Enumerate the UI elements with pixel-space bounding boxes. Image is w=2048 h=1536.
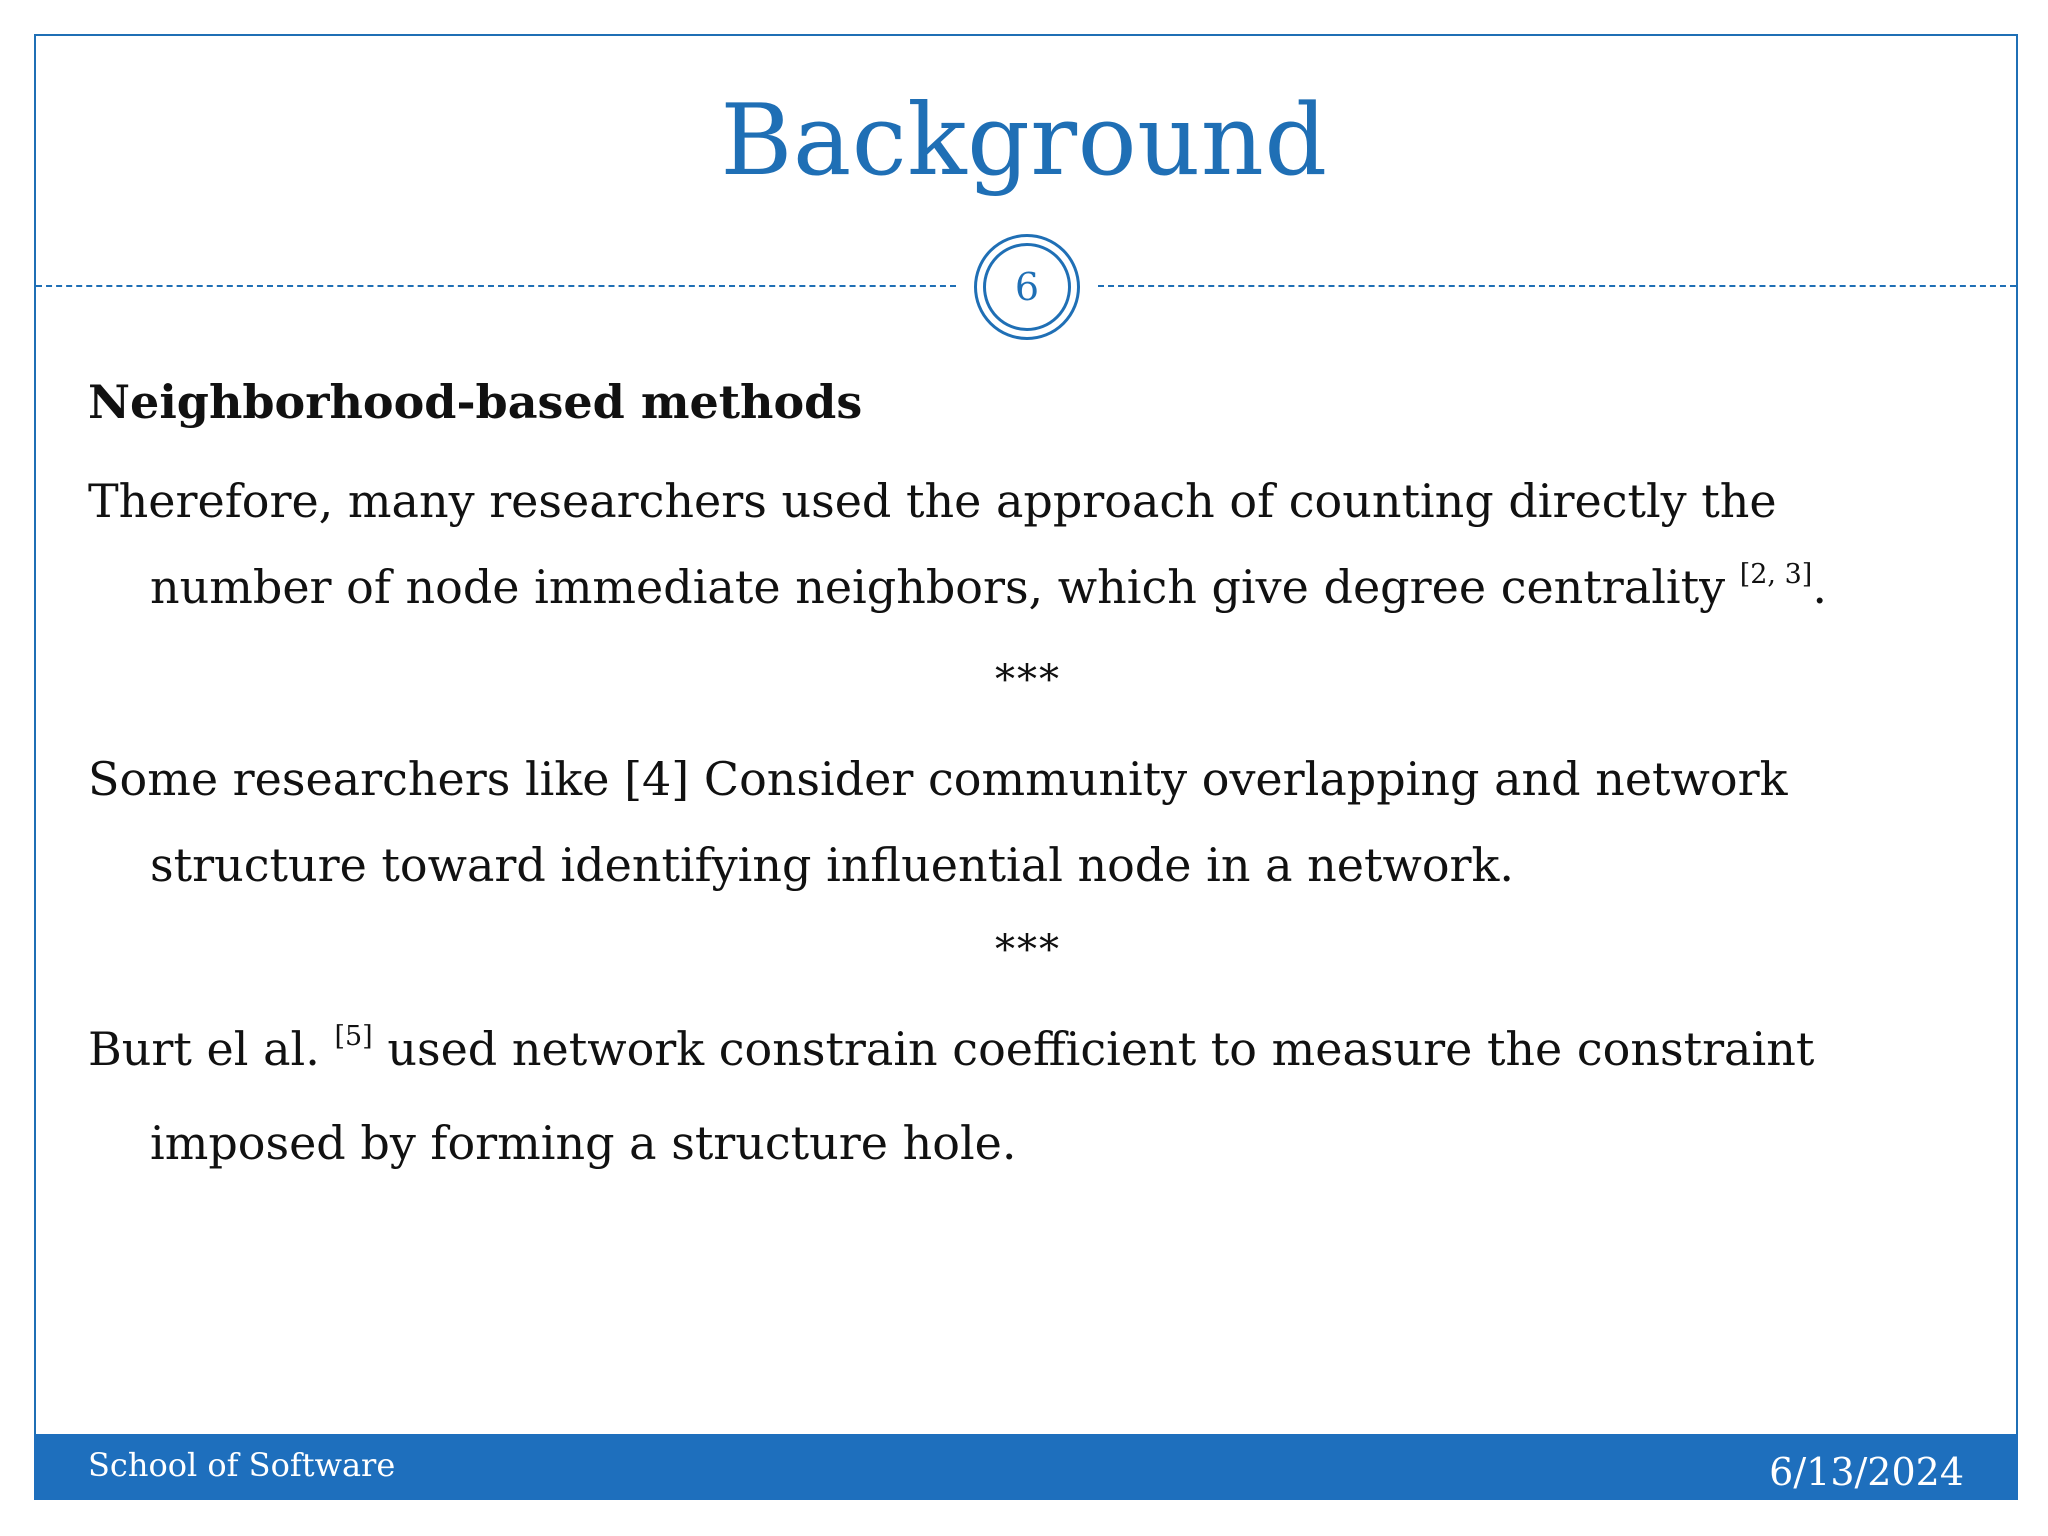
paragraph-start: Burt el al. <box>88 1022 335 1076</box>
footer-date: 6/13/2024 <box>1769 1450 1964 1494</box>
paragraph-text: Therefore, many researchers used the approach of counting directly the number of node immediate neighbors, which give degree centrality <box>88 474 1777 614</box>
title-divider-left <box>36 285 956 287</box>
title-divider-right <box>1098 285 2016 287</box>
footer-school-name: School of Software <box>88 1446 396 1484</box>
paragraph-degree-centrality <box>88 458 1968 638</box>
page-number: 6 <box>983 243 1071 331</box>
paragraph-text: Some researchers like [4] Consider community overlapping and network structure toward identifying influential node in a network. <box>88 752 1788 892</box>
footer-bar <box>34 1434 2018 1500</box>
citation: [5] <box>334 1021 373 1052</box>
slide-title: Background <box>720 84 1328 198</box>
section-heading: Neighborhood-based methods <box>88 375 863 429</box>
paragraph-text: used network constrain coefficient to measure the constraint imposed by forming a structure hole. <box>150 1022 1815 1170</box>
separator: *** <box>995 657 1061 703</box>
paragraph-structure-hole <box>88 1006 1968 1186</box>
page-number-badge <box>974 234 1080 340</box>
citation: [2, 3] <box>1739 559 1813 590</box>
paragraph-community-overlapping <box>88 736 1968 908</box>
separator: *** <box>995 927 1061 973</box>
paragraph-end: . <box>1812 560 1827 614</box>
slide-content <box>88 372 1968 1186</box>
